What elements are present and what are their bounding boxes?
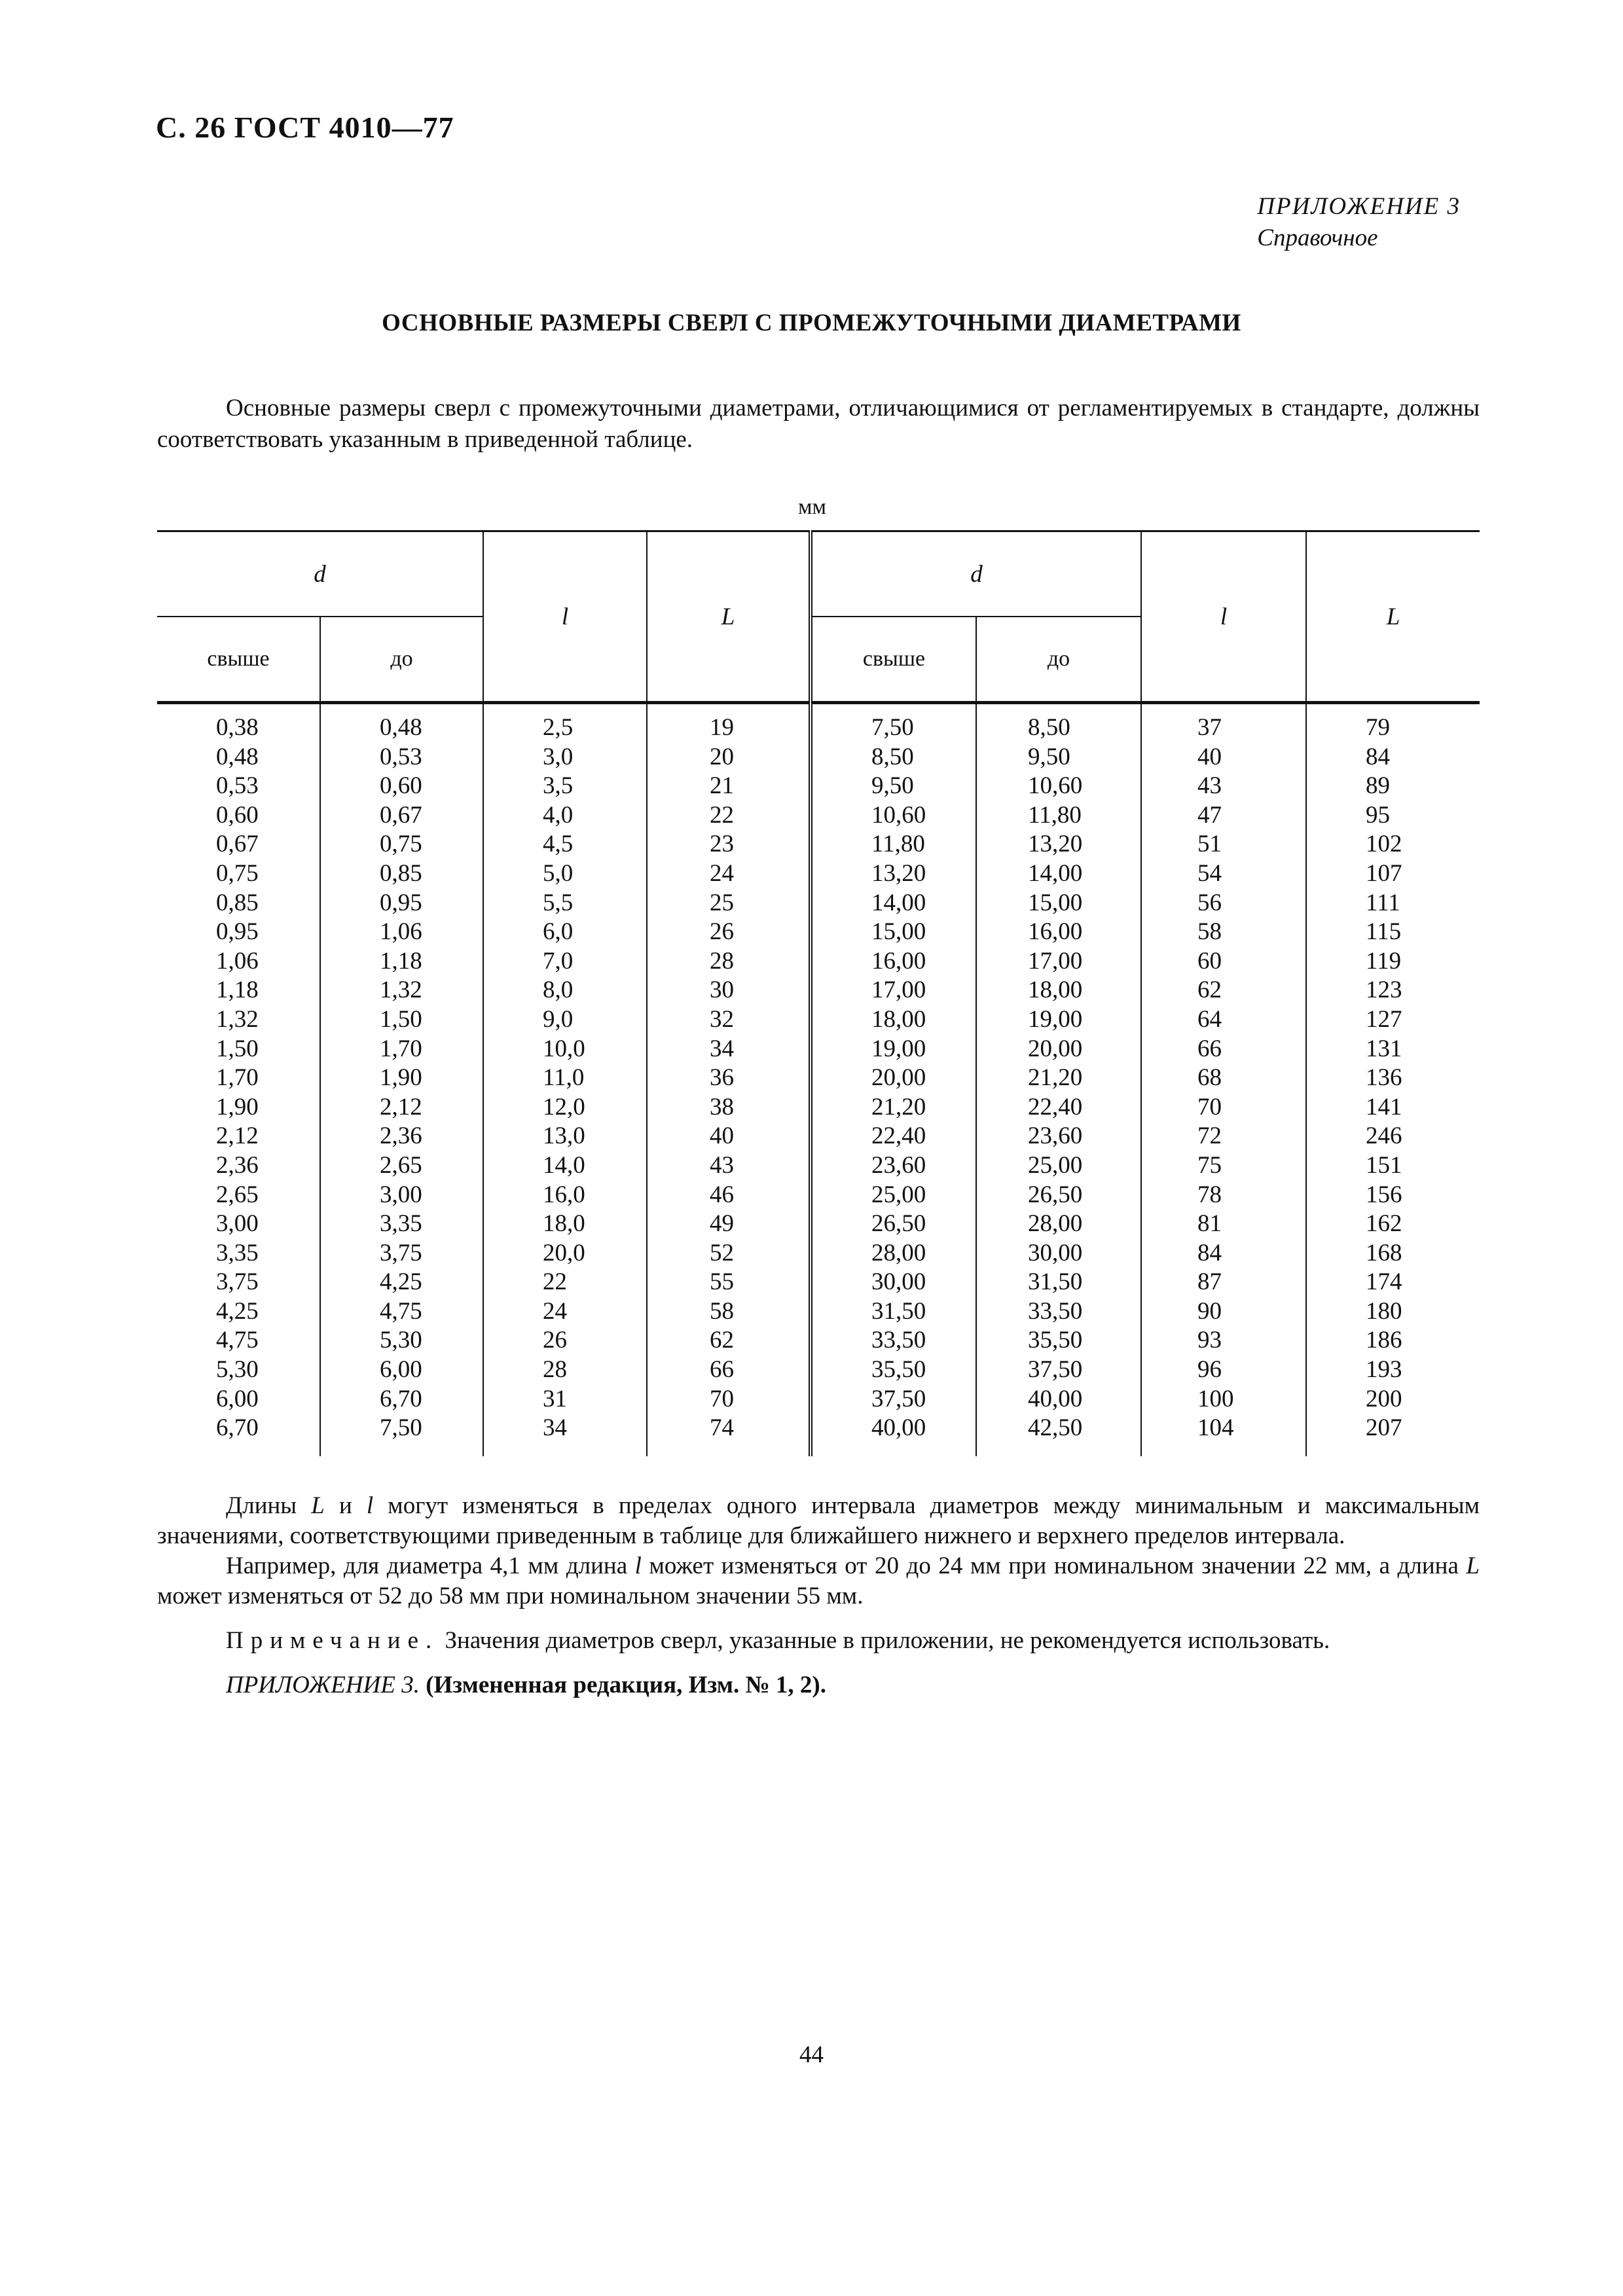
table-cell: 51 [1141,830,1306,859]
table-cell: 25 [647,889,811,918]
table-cell: 20,0 [483,1239,647,1268]
amendment-ref: ПРИЛОЖЕНИЕ 3. [226,1672,420,1698]
page-header: С. 26 ГОСТ 4010—77 [156,111,454,144]
table-row [157,703,1480,743]
table-cell: 119 [1306,947,1480,977]
header-d-left: d [157,531,483,617]
table-cell: 15,00 [976,889,1141,918]
table-cell: 17,00 [976,947,1141,977]
table-cell: 200 [1306,1385,1480,1414]
table-cell: 30,00 [976,1239,1141,1268]
table-cell: 127 [1306,1005,1480,1035]
table-cell: 78 [1141,1181,1306,1210]
table-row [157,1239,1480,1268]
unit-label: мм [798,495,827,519]
table-cell: 1,50 [320,1005,483,1035]
para2-text-b: может изменяться от 20 до 24 мм при номинальном значении 22 мм, а длина [641,1552,1467,1579]
table-cell: 13,20 [976,830,1141,859]
table-cell: 5,30 [320,1326,483,1355]
para1-text-a: Длины [226,1492,312,1519]
table-cell: 193 [1306,1355,1480,1385]
table-row [157,830,1480,859]
table-cell: 31,50 [976,1268,1141,1297]
table-cell: 68 [1141,1064,1306,1093]
table-row [157,1122,1480,1151]
table-cell: 46 [647,1181,811,1210]
table-cell: 100 [1141,1385,1306,1414]
table-cell: 168 [1306,1239,1480,1268]
paragraph-example [157,1551,1480,1611]
table-cell: 4,25 [216,1297,259,1325]
table-row [157,859,1480,889]
table-cell: 35,50 [976,1326,1141,1355]
table-cell: 70 [1141,1093,1306,1122]
table-cell: 84 [1306,743,1480,772]
table-cell: 26 [483,1326,647,1355]
table-row [157,976,1480,1005]
table-cell: 107 [1306,859,1480,889]
table-cell: 26,50 [976,1181,1141,1210]
table-cell: 3,5 [483,772,647,801]
table-cell: 30,00 [811,1268,976,1297]
table-cell: 7,0 [483,947,647,977]
table-cell: 0,67 [320,801,483,831]
table-cell: 28 [483,1355,647,1385]
table-cell: 49 [647,1210,811,1239]
table-cell: 40 [647,1122,811,1151]
table-row [157,743,1480,772]
table-cell: 9,50 [811,772,976,801]
table-cell: 5,30 [216,1356,259,1384]
table-row [157,1093,1480,1122]
table-cell: 18,00 [976,976,1141,1005]
table-cell: 0,60 [216,801,259,829]
table-cell: 10,60 [976,772,1141,801]
table-cell: 89 [1306,772,1480,801]
table-cell: 31 [483,1385,647,1414]
table-cell: 104 [1141,1414,1306,1456]
table-cell: 1,18 [320,947,483,977]
table-cell: 9,0 [483,1005,647,1035]
table-cell: 2,65 [320,1151,483,1181]
table-cell: 0,60 [320,772,483,801]
table-cell: 58 [647,1297,811,1327]
table-cell: 28 [647,947,811,977]
table-row [157,1414,1480,1456]
table-cell: 55 [647,1268,811,1297]
table-cell: 11,0 [483,1064,647,1093]
table-row [157,1385,1480,1414]
table-cell: 16,00 [811,947,976,977]
header-over-left: свыше [157,617,320,703]
table-cell: 43 [1141,772,1306,801]
table-cell: 180 [1306,1297,1480,1327]
table-cell: 19 [647,703,811,743]
table-cell: 20,00 [811,1064,976,1093]
table-cell: 7,50 [811,703,976,743]
table-cell: 14,0 [483,1151,647,1181]
table-cell: 0,67 [216,831,259,858]
table-row [157,801,1480,831]
table-cell: 151 [1306,1151,1480,1181]
table-cell: 0,95 [320,889,483,918]
table-cell: 6,70 [216,1414,259,1442]
table-cell: 72 [1141,1122,1306,1151]
para1-symbol-L: L [311,1492,325,1519]
dimensions-table [157,530,1480,1456]
table-cell: 84 [1141,1239,1306,1268]
table-cell: 5,0 [483,859,647,889]
note-paragraph [157,1626,1480,1656]
header-over-right: свыше [811,617,976,703]
table-cell: 1,06 [320,918,483,947]
intro-text: Основные размеры сверл с промежуточными диаметрами, отличающимися от регламентируемых в стандарте, должны соответствовать указанным в приведенной таблице. [157,395,1480,453]
table-cell: 13,0 [483,1122,647,1151]
table-cell: 25,00 [976,1151,1141,1181]
table-cell: 18,00 [811,1005,976,1035]
table-cell: 3,0 [483,743,647,772]
table-cell: 62 [647,1326,811,1355]
table-cell: 2,12 [320,1093,483,1122]
table-cell: 2,12 [216,1122,259,1150]
table-cell: 0,48 [320,703,483,743]
table-cell: 1,70 [216,1064,259,1092]
amendment-text: (Измененная редакция, Изм. № 1, 2). [419,1672,826,1698]
table-cell: 1,70 [320,1035,483,1064]
table-cell: 115 [1306,918,1480,947]
table-cell: 11,80 [976,801,1141,831]
table-cell: 54 [1141,859,1306,889]
table-cell: 22,40 [976,1093,1141,1122]
table-cell: 90 [1141,1297,1306,1327]
table-cell: 14,00 [811,889,976,918]
header-L-right: L [1306,531,1480,703]
table-cell: 174 [1306,1268,1480,1297]
table-cell: 81 [1141,1210,1306,1239]
table-cell: 131 [1306,1035,1480,1064]
table-row [157,947,1480,977]
table-cell: 62 [1141,976,1306,1005]
table-cell: 32 [647,1005,811,1035]
table-cell: 21 [647,772,811,801]
table-cell: 66 [647,1355,811,1385]
table-row [157,1268,1480,1297]
table-cell: 93 [1141,1326,1306,1355]
table-cell: 15,00 [811,918,976,947]
note-text: Значения диаметров сверл, указанные в приложении, не рекомендуется использовать. [439,1627,1330,1654]
table-cell: 28,00 [976,1210,1141,1239]
para1-text-b: и [324,1492,367,1519]
table-cell: 42,50 [976,1414,1141,1456]
table-cell: 3,35 [320,1210,483,1239]
table-cell: 8,50 [976,703,1141,743]
table-row [157,1064,1480,1093]
table-cell: 186 [1306,1326,1480,1355]
table-row [157,1151,1480,1181]
table-cell: 34 [647,1035,811,1064]
table-cell: 1,32 [216,1005,259,1033]
table-cell: 3,35 [216,1239,259,1266]
table-cell: 24 [483,1297,647,1327]
table-cell: 64 [1141,1005,1306,1035]
table-row [157,1210,1480,1239]
table-cell: 246 [1306,1122,1480,1151]
table-cell: 1,50 [216,1035,259,1062]
table-cell: 96 [1141,1355,1306,1385]
notes-section [157,1491,1480,1700]
table-row [157,889,1480,918]
table-cell: 9,50 [976,743,1141,772]
table-cell: 0,53 [216,772,259,800]
table-cell: 74 [647,1414,811,1456]
para2-symbol-L: L [1466,1552,1480,1579]
table-cell: 123 [1306,976,1480,1005]
table-cell: 33,50 [811,1326,976,1355]
table-cell: 111 [1306,889,1480,918]
table-cell: 1,32 [320,976,483,1005]
table-cell: 0,85 [320,859,483,889]
table-cell: 34 [483,1414,647,1456]
appendix-label-block [1257,191,1461,254]
table-cell: 7,50 [320,1414,483,1456]
table-cell: 0,95 [216,918,259,946]
table-cell: 26,50 [811,1210,976,1239]
table-cell: 31,50 [811,1297,976,1327]
table-cell: 4,0 [483,801,647,831]
table-cell: 33,50 [976,1297,1141,1327]
table-cell: 1,06 [216,947,259,975]
table-cell: 37,50 [976,1355,1141,1385]
table-cell: 43 [647,1151,811,1181]
table-cell: 38 [647,1093,811,1122]
table-cell: 6,70 [320,1385,483,1414]
table-cell: 0,75 [216,859,259,887]
table-cell: 25,00 [811,1181,976,1210]
intro-paragraph [157,393,1480,456]
table-cell: 207 [1306,1414,1480,1456]
table-cell: 6,00 [320,1355,483,1385]
table-cell: 12,0 [483,1093,647,1122]
table-cell: 156 [1306,1181,1480,1210]
para2-symbol-l: l [634,1552,642,1579]
header-to-right: до [976,617,1141,703]
para1-text-c: могут изменяться в пределах одного интервала диаметров между минимальным и максимальным значениями, соответствующими приведенным в таблице для ближайшего нижнего и верхнего пределов интервала. [157,1492,1480,1549]
table-cell: 4,75 [216,1327,259,1354]
table-row [157,1326,1480,1355]
table-cell: 79 [1306,703,1480,743]
table-cell: 95 [1306,801,1480,831]
table-cell: 3,00 [216,1210,259,1238]
table-cell: 22 [483,1268,647,1297]
table-cell: 23,60 [976,1122,1141,1151]
table-cell: 19,00 [976,1005,1141,1035]
table-cell: 10,60 [811,801,976,831]
table-cell: 40,00 [811,1414,976,1456]
para2-text-c: может изменяться от 52 до 58 мм при номинальном значении 55 мм. [157,1583,864,1609]
table-cell: 1,90 [216,1093,259,1121]
table-cell: 60 [1141,947,1306,977]
note-label: Примечание. [226,1627,439,1654]
table-cell: 6,00 [216,1385,259,1412]
table-body [157,703,1480,1456]
table-row [157,772,1480,801]
table-cell: 20 [647,743,811,772]
table-cell: 36 [647,1064,811,1093]
table-row [157,1297,1480,1327]
appendix-kind: Справочное [1257,224,1378,251]
para1-symbol-l: l [366,1492,374,1519]
table-cell: 35,50 [811,1355,976,1385]
table-cell: 4,75 [320,1297,483,1327]
table-cell: 66 [1141,1035,1306,1064]
table-cell: 11,80 [811,830,976,859]
table-cell: 2,65 [216,1181,259,1208]
table-cell: 14,00 [976,859,1141,889]
table-cell: 4,5 [483,830,647,859]
table-cell: 19,00 [811,1035,976,1064]
table-cell: 5,5 [483,889,647,918]
table-cell: 20,00 [976,1035,1141,1064]
table-cell: 26 [647,918,811,947]
table-cell: 56 [1141,889,1306,918]
header-d-right: d [811,531,1141,617]
page-title: ОСНОВНЫЕ РАЗМЕРЫ СВЕРЛ С ПРОМЕЖУТОЧНЫМИ ДИАМЕТРАМИ [382,310,1241,336]
table-cell: 75 [1141,1151,1306,1181]
para2-text-a: Например, для диаметра 4,1 мм длина [226,1552,635,1579]
table-cell: 47 [1141,801,1306,831]
table-cell: 17,00 [811,976,976,1005]
table-cell: 0,75 [320,830,483,859]
table-cell: 0,48 [216,743,259,770]
amendment-paragraph [157,1670,1480,1700]
table-cell: 23 [647,830,811,859]
table-cell: 18,0 [483,1210,647,1239]
table-row [157,1035,1480,1064]
appendix-label: ПРИЛОЖЕНИЕ 3 [1257,193,1461,220]
table-cell: 23,60 [811,1151,976,1181]
header-l-right: l [1141,531,1306,703]
table-cell: 21,20 [811,1093,976,1122]
table-row [157,918,1480,947]
table-cell: 37 [1141,703,1306,743]
table-cell: 22 [647,801,811,831]
table-cell: 2,36 [320,1122,483,1151]
table-cell: 0,85 [216,889,259,916]
table-cell: 1,90 [320,1064,483,1093]
table-cell: 24 [647,859,811,889]
table-row [157,1005,1480,1035]
table-cell: 30 [647,976,811,1005]
table-cell: 2,5 [483,703,647,743]
table-cell: 28,00 [811,1239,976,1268]
table-cell: 10,0 [483,1035,647,1064]
table-cell: 40 [1141,743,1306,772]
table-cell: 70 [647,1385,811,1414]
table-cell: 40,00 [976,1385,1141,1414]
paragraph-lengths [157,1491,1480,1551]
table-cell: 4,25 [320,1268,483,1297]
header-L-left: L [647,531,811,703]
table-cell: 3,75 [320,1239,483,1268]
table-cell: 1,18 [216,977,259,1004]
table-cell: 3,75 [216,1268,259,1296]
table-row [157,1355,1480,1385]
table-cell: 21,20 [976,1064,1141,1093]
table-cell: 6,0 [483,918,647,947]
table-cell: 16,0 [483,1181,647,1210]
table-cell: 136 [1306,1064,1480,1093]
table-cell: 58 [1141,918,1306,947]
table-cell: 0,53 [320,743,483,772]
table-cell: 162 [1306,1210,1480,1239]
table-cell: 22,40 [811,1122,976,1151]
table-cell: 141 [1306,1093,1480,1122]
table-cell: 87 [1141,1268,1306,1297]
table-cell: 102 [1306,830,1480,859]
table-cell: 16,00 [976,918,1141,947]
page-number: 44 [799,2041,824,2068]
table-cell: 8,0 [483,976,647,1005]
header-l-left: l [483,531,647,703]
table-cell: 3,00 [320,1181,483,1210]
table-cell: 8,50 [811,743,976,772]
table-cell: 37,50 [811,1385,976,1414]
table-row [157,1181,1480,1210]
table-cell: 0,38 [216,714,259,741]
table-cell: 52 [647,1239,811,1268]
header-to-left: до [320,617,483,703]
table-cell: 2,36 [216,1151,259,1179]
table-cell: 13,20 [811,859,976,889]
